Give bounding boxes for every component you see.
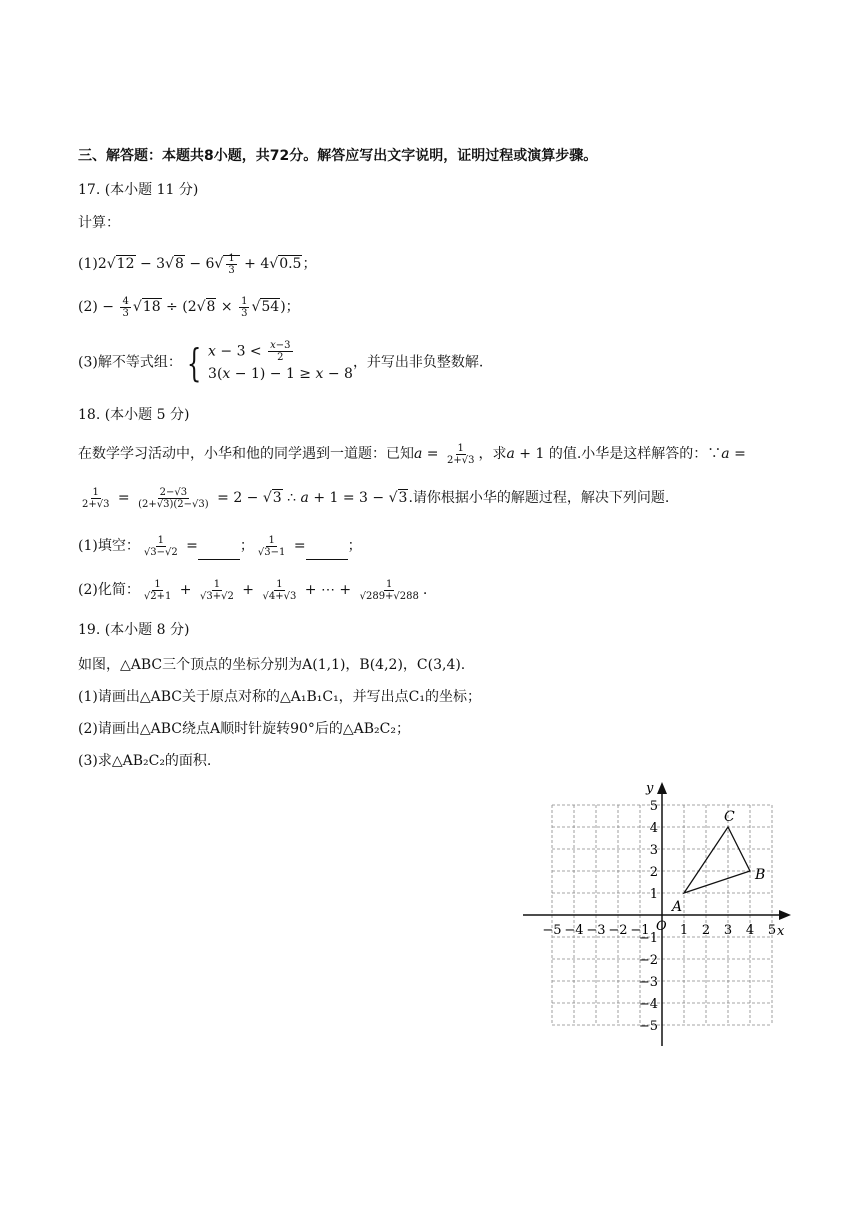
q17-part1: (1)2√12 − 3√8 − 6√ $\frac{1}{3}$ + 4√0.5； [78,252,317,276]
y-axis-label: y [646,781,654,796]
vertex-label-a: A [672,899,683,915]
y-tick-label: 2 [649,865,658,880]
q17-intro: 计算： [78,215,120,231]
q18-part2: (2)化简： $\frac{1}{√2+1}$ + $\frac{1}{√3+√2}$ + $\frac{1}{√4+√3}$ + ⋯ + $\frac{1}{√289+√288}$ . [78,578,428,602]
q19-header: 19. (本小题 8 分) [78,622,190,638]
x-tick-label: 5 [767,923,777,938]
y-tick-label: −2 [638,953,658,968]
vertex-label-b: B [755,867,766,883]
y-tick-label: 5 [649,799,658,814]
y-axis-arrow [657,782,667,794]
triangle-abc [684,827,750,893]
x-tick-label: −4 [564,923,584,938]
y-tick-label: −5 [638,1019,658,1034]
inequality-system: { x − 3 < $\frac{x-3}{2}$ 3(x − 1) − 1 ≥ x − 8 [186,340,353,385]
x-tick-label: −5 [542,923,562,938]
y-tick-label: 1 [649,887,658,902]
x-tick-label: −2 [608,923,628,938]
x-tick-label: 2 [701,923,711,938]
coordinate-grid-figure [515,778,795,1050]
x-tick-label: −3 [586,923,606,938]
x-tick-label: 1 [679,923,689,938]
y-tick-label: 4 [649,821,658,836]
q19-intro: 如图，△ABC三个顶点的坐标分别为A(1,1)，B(4,2)，C(3,4). [78,657,466,673]
x-axis-arrow [779,910,791,920]
q18-line1: 在数学学习活动中，小华和他的同学遇到一道题：已知a = $\frac{1}{2+√3}$ ，求a + 1 的值.小华是这样解答的：∵a = [78,442,746,466]
x-tick-label: 3 [723,923,733,938]
q18-line2: $\frac{1}{2+√3}$ = $\frac{2-√3}{(2+√3)(2-√3)}$ = 2 − √3 ∴ a + 1 = 3 − √3.请你根据小华的解题过程，解决下列问题. [82,486,670,510]
x-axis-label: x [777,924,785,939]
x-tick-label: −1 [630,923,650,938]
vertex-label-c: C [724,809,735,825]
y-tick-label: 3 [649,843,658,858]
q18-header: 18. (本小题 5 分) [78,407,190,423]
origin-label: O [656,919,667,934]
q19-part1: (1)请画出△ABC关于原点对称的△A₁B₁C₁，并写出点C₁的坐标； [78,689,482,705]
q17-part3: (3)解不等式组： { x − 3 < $\frac{x-3}{2}$ 3(x − 1) − 1 ≥ x − 8 ，并写出非负整数解. [78,340,484,385]
y-tick-label: −4 [638,997,658,1012]
y-tick-label: −1 [638,931,658,946]
q17-part2: (2) − $\frac{4}{3}$ √18 ÷ (2√8 × $\frac{1}{3}$ √54)； [78,295,300,319]
q19-part3: (3)求△AB₂C₂的面积. [78,753,212,769]
x-tick-label: 4 [745,923,755,938]
q19-part2: (2)请画出△ABC绕点A顺时针旋转90°后的△AB₂C₂； [78,721,410,737]
y-tick-label: −3 [638,975,658,990]
q17-header: 17. (本小题 11 分) [78,182,199,198]
q18-part1: (1)填空： $\frac{1}{√3-√2}$ = ； $\frac{1}{√3-1}$ = ； [78,532,362,560]
section-header: 三、解答题：本题共8小题，共72分。解答应写出文字说明，证明过程或演算步骤。 [78,148,598,164]
